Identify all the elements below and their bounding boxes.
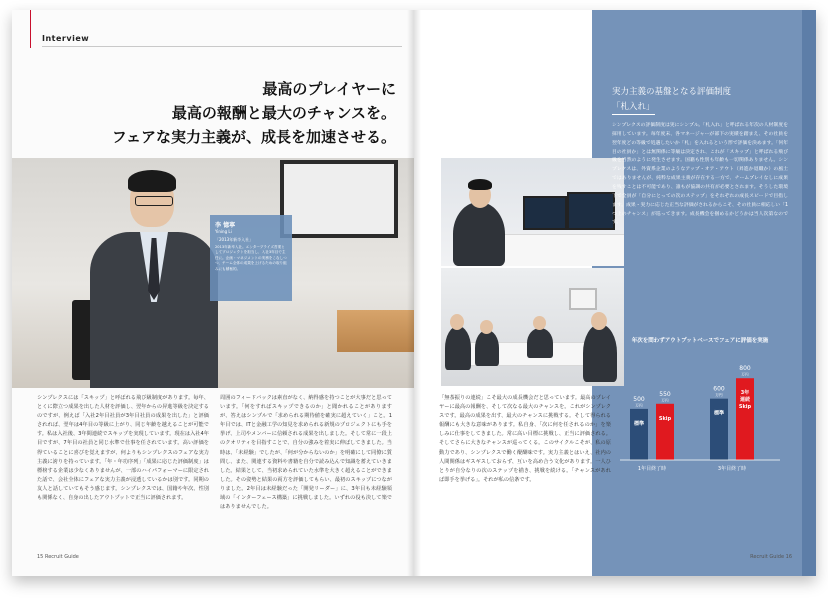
attendee-3-head bbox=[533, 316, 546, 330]
attendee-2-head bbox=[480, 320, 493, 334]
attendee-1-head bbox=[450, 314, 464, 330]
red-accent-line bbox=[30, 10, 31, 48]
value-unit-3: 万円 bbox=[741, 372, 749, 377]
section-label: Interview bbox=[42, 34, 90, 43]
bar-text-3-1: 連続 bbox=[739, 397, 751, 404]
headline-line-1: 最高のプレイヤーに bbox=[262, 80, 396, 98]
meeting-photo bbox=[441, 268, 624, 386]
wall-picture bbox=[569, 288, 597, 310]
folio-right: Recruit Guide 16 bbox=[750, 554, 792, 560]
bar-text-0-0: 標準 bbox=[633, 420, 645, 427]
attendee-2 bbox=[475, 330, 499, 366]
wall-picture-frame bbox=[280, 160, 398, 238]
profile-tag: 「2013年新卒入社」 bbox=[215, 237, 254, 242]
magazine-spread bbox=[12, 10, 816, 576]
folio-left: 15 Recruit Guide bbox=[37, 554, 79, 560]
attendee-3 bbox=[527, 328, 553, 358]
panel-subtitle: 「札入れ」 bbox=[612, 100, 655, 115]
left-page bbox=[12, 10, 414, 576]
monitor-2 bbox=[567, 192, 615, 230]
bar-text-3-2: Skip bbox=[738, 404, 752, 411]
person-hair bbox=[468, 179, 492, 190]
attendee-4-head bbox=[591, 312, 607, 330]
value-label-1: 550 bbox=[659, 390, 671, 398]
body-column-2: 周囲のフィードバックは素直がなく、納得感を持つことが大事だと思っています。「何をすればスキップできるのか」と聞かれることがありますが、答えはシンプルで「求められる期待値を確実に超えていく」こと。1年目では、ITと金融工学の知見を求められる新規のプロジェクトにも手を挙げ、上司やメンバーに信頼される成果を出しました。そして常に一段上のクオリティを目指すことで、自分の強みを着実に伸ばしてきました。当時は、「未経験」でしたが、「何が分からないのか」を明確にして同僚に質問し、また、関連する資料や書籍を自分で読み込んで知識を蓄えていきました。結果として、当初求められていた水準を大きく超えることができました。その姿勢と結果の両方を評価してもらい、最初のスキップにつながりました。2年目は未経験だった「開発リーダー」に、3年目も未経験領域の「インターフェース構築」に挑戦しました。いずれの役も決して楽ではありませんでした。 bbox=[220, 395, 392, 511]
value-label-0: 500 bbox=[633, 395, 645, 403]
profile-name: 李 憶寧 bbox=[215, 222, 236, 229]
bar-text-2-0: 標準 bbox=[713, 410, 725, 417]
value-unit-0: 万円 bbox=[635, 403, 643, 408]
headline-line-3: フェアな実力主義が、成長を加速させる。 bbox=[111, 128, 396, 146]
desk-top bbox=[501, 234, 624, 266]
category-label-0: 1年目終了時 bbox=[637, 466, 667, 472]
panel-title: 実力主義の基盤となる評価制度 bbox=[612, 87, 732, 97]
value-label-2: 600 bbox=[713, 385, 725, 393]
chart-title: 年次を問わずアウトプットベースでフェアに評価を実施 bbox=[631, 338, 769, 344]
body-column-1: シンプレクスには「スキップ」と呼ばれる飛び級制度があります。毎年、とくに際立つ成果を出した人材を評価し、翌年からの昇進等級を決定するのですが、例えば「入社2年目社員が3年目社員の成果を出した」と評価されれば、翌年は4年目の等級に上がり、同じ年齢を越えることが可能です。私は入社後、3年間連続でスキップを実現しています。現在は入社4年目ですが、7年目の社員と同じ水準で仕事を任されています。高い評価を得ていることに喜びを覚えますが、何よりもシンプレクスのフェアな実力主義に誇りを持っています。「年・年功序列」「成果に応じた評価制度」は標榜する企業は少なくありませんが、一部のハイパフォーマーに限定された話で、会社全体にフェアな実力主義が浸透しているかは別です。同期の友人と話していてもそう感じます。シンプレクスでは、国籍や年次、性別も関係なく、自身の出したアウトプットで正当に評価されます。 bbox=[37, 395, 209, 502]
section-rule bbox=[42, 46, 402, 47]
panel-body: シンプレクスの評価制度は実にシンプル。「札入れ」と呼ばれる年次の人材制度を採用しています。毎年度末、各マネージャーが部下の実績を踏まえ、その社員を翌年度どの等級で処遇したいか「札」を入れるという形で評価を決めます。「何年目の社員か」とは無関係に等級は決定され、これが「スキップ」と呼ばれる飛び級を当然のように発生させます。国籍も性別も年齢も一切関係ありません。シンプレクスは、外資系企業のようなアップ・オア・アウト（昇進か退職か）の風土ではありませんが、純粋な成果主義が存在する一方で、チームプレイなしに成果を残すことは不可能であり、誰もが協調の共有が必要とされます。そうした環境下で全員が「自分にとっての次のステップ」をそれぞれの成長スピードで目指します。成果・実力に応じた正当な評価がされるからこそ、その社員に相応しい「1つ上のチャンス」が巡ってきます。成長機会を掴めるかどうかは当人次第なのです。 bbox=[612, 123, 788, 226]
bar-text-3-0: 3年 bbox=[740, 390, 750, 397]
bar-text-1-0: Skip bbox=[658, 415, 672, 422]
value-label-3: 800 bbox=[739, 365, 751, 373]
bar-0-0 bbox=[630, 409, 648, 460]
category-label-1: 3年目終了時 bbox=[717, 466, 747, 472]
spread-gutter bbox=[407, 10, 421, 576]
profile-box bbox=[210, 215, 292, 301]
monitor-1 bbox=[523, 196, 567, 230]
person-hair bbox=[128, 170, 176, 192]
office-photo-top bbox=[441, 158, 624, 266]
value-unit-2: 万円 bbox=[715, 393, 723, 398]
glasses-icon bbox=[135, 196, 173, 206]
body-column-3: 「無茶振りの連続」こそ最大の成長機会だと思っています。最高のプレイヤーに最高の報酬を、そして次なる最大のチャンスを。これがシンプレクスです。最高の成果を出す、最大のチャンスに挑戦する。そして得られる報酬にも大きな意味があります。私自身、「次に何を任されるのか」を楽しみに仕事をしてきました。常に高い目標に挑戦し、正当に評価される。そしてさらに大きなチャンスが巡ってくる。このサイクルこそが、私の原動力であり、シンプレクスで働く醍醐味です。実力主義とはいえ、社内の人間関係はギスギスしておらず、互いを高め合う文化があります。一人ひとりが自分なりの次のステップを描き、挑戦を続ける。「チャンスがあれば即手を挙げる」。それが私の信条です。 bbox=[439, 395, 611, 483]
bar-0-1 bbox=[656, 404, 674, 460]
person-silhouette bbox=[453, 202, 505, 266]
attendee-1 bbox=[445, 326, 471, 370]
salary-chart bbox=[612, 350, 788, 480]
headline-line-2: 最高の報酬と最大のチャンスを。 bbox=[171, 104, 396, 122]
profile-name-en: Yining Li bbox=[215, 229, 232, 234]
right-page bbox=[414, 10, 816, 576]
bar-1-0 bbox=[710, 399, 728, 460]
wooden-desk bbox=[337, 310, 414, 352]
value-unit-1: 万円 bbox=[661, 398, 669, 403]
panel-edge-strip bbox=[802, 10, 816, 576]
profile-bio: 2013年新卒入社。エンタープライズ営業としてプロジェクトを担当し、入社3年目で主任に。企画・マネジメントの実務をこなしつつ、チーム全体の成果を上げるための取り組みにも積極的。 bbox=[215, 245, 287, 271]
